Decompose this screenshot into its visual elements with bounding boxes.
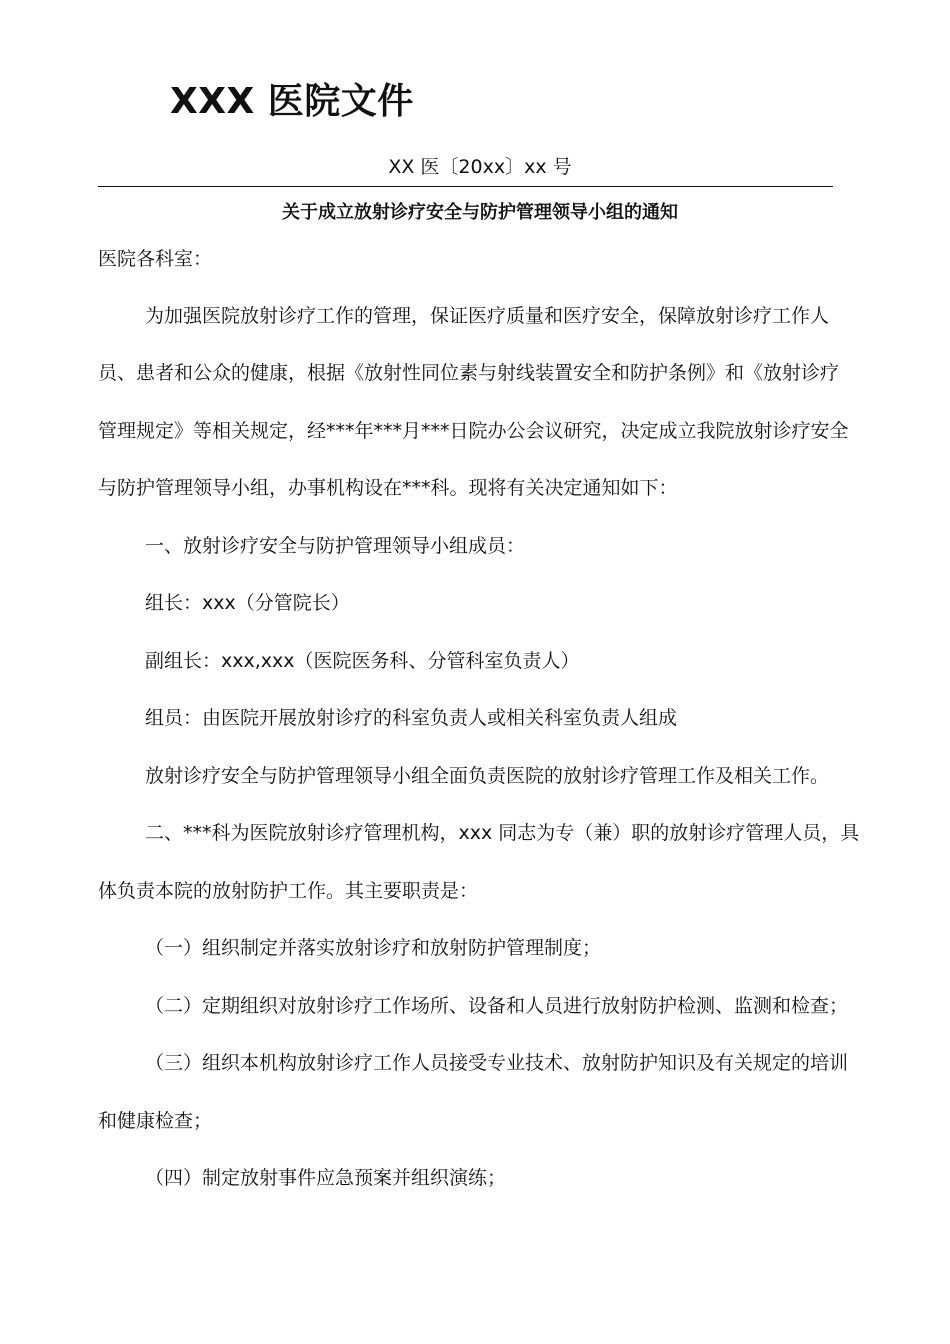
salutation: 医院各科室： [98, 248, 213, 270]
section-heading: 一、放射诊疗安全与防护管理领导小组成员： [145, 535, 526, 557]
document-number: XX 医〔20xx〕xx 号 [388, 156, 572, 178]
member-line: 副组长：xxx,xxx（医院医务科、分管科室负责人） [145, 650, 580, 672]
member-line: 组员：由医院开展放射诊疗的科室负责人或相关科室负责人组成 [145, 707, 678, 729]
body-line: 和健康检查； [98, 1110, 213, 1132]
document-title: 关于成立放射诊疗安全与防护管理领导小组的通知 [282, 202, 678, 223]
body-line: 放射诊疗安全与防护管理领导小组全面负责医院的放射诊疗管理工作及相关工作。 [145, 765, 830, 787]
section-heading: 二、***科为医院放射诊疗管理机构，xxx 同志为专（兼）职的放射诊疗管理人员，具 [145, 822, 860, 844]
duty-item: （四）制定放射事件应急预案并组织演练； [145, 1167, 507, 1189]
member-line: 组长：xxx（分管院长） [145, 592, 350, 614]
header-divider [98, 186, 833, 187]
document-header: XXX 医院文件 [170, 81, 414, 122]
body-line: 为加强医院放射诊疗工作的管理，保证医疗质量和医疗安全，保障放射诊疗工作人 [145, 305, 830, 327]
duty-item: （二）定期组织对放射诊疗工作场所、设备和人员进行放射防护检测、监测和检查； [145, 995, 849, 1017]
body-line: 与防护管理领导小组，办事机构设在***科。现将有关决定通知如下： [98, 477, 678, 499]
duty-item: （三）组织本机构放射诊疗工作人员接受专业技术、放射防护知识及有关规定的培训 [145, 1052, 849, 1074]
body-line: 员、患者和公众的健康，根据《放射性同位素与射线装置安全和防护条例》和《放射诊疗 [98, 362, 840, 384]
body-line: 管理规定》等相关规定，经***年***月***日院办公会议研究，决定成立我院放射诊疗安全 [98, 420, 849, 442]
body-line: 体负责本院的放射防护工作。其主要职责是： [98, 880, 479, 902]
duty-item: （一）组织制定并落实放射诊疗和放射防护管理制度； [145, 937, 602, 959]
